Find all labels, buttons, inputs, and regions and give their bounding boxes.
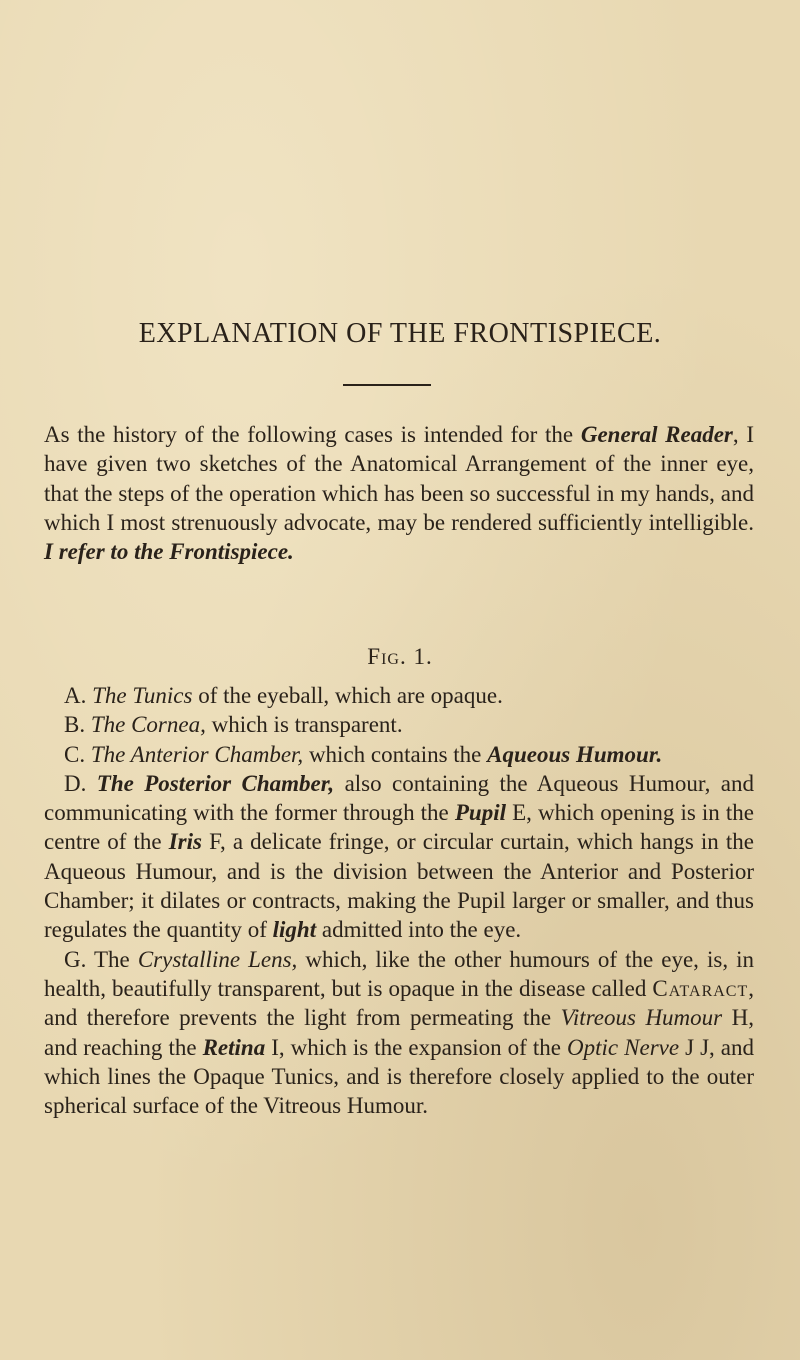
legend-text-a: of the eyeball, which are opaque. xyxy=(192,683,503,708)
legend-item-a xyxy=(44,681,754,710)
figure-legend xyxy=(44,681,754,1120)
legend-vitreous: Vitreous Humour xyxy=(560,1005,723,1031)
legend-text-d-4: admitted into the eye. xyxy=(316,917,522,943)
legend-term-d: The Posterior Chamber, xyxy=(96,770,335,796)
legend-term-a: The Tunics xyxy=(92,683,193,708)
legend-term-c: The Anterior Chamber, xyxy=(90,741,304,767)
title-rule xyxy=(343,384,431,386)
legend-optic: Optic Nerve xyxy=(567,1034,680,1060)
legend-text-g-5: J J, and which lines the Opaque Tunics, and is therefore closely applied to the outer spherical surface of the Vitreous Humour. xyxy=(44,1034,755,1119)
legend-text-g-2: , and therefore prevents the light from permeating the xyxy=(44,975,754,1031)
legend-letter-g: G. xyxy=(64,946,87,972)
legend-cataract: Cataract xyxy=(652,975,749,1001)
legend-item-c xyxy=(44,740,754,769)
intro-paragraph xyxy=(44,420,754,566)
legend-light: light xyxy=(272,917,317,943)
legend-term-b: The Cornea, xyxy=(90,712,206,738)
legend-text-g-3: H, and reaching the xyxy=(44,1005,754,1060)
legend-text-g-1: which, like the other humours of the eye, is, in health, beautifully transparent, but is opaque in the disease called xyxy=(44,946,755,1001)
legend-iris: Iris xyxy=(168,829,202,855)
legend-retina: Retina xyxy=(202,1034,266,1060)
page-title: EXPLANATION OF THE FRONTISPIECE. xyxy=(138,318,662,349)
intro-general-reader: General Reader xyxy=(580,422,733,447)
legend-term-c-2: Aqueous Humour. xyxy=(487,741,663,767)
legend-text-d-1: also containing the Aqueous Humour, and communicating with the former through the xyxy=(44,770,755,826)
figure-heading xyxy=(40,644,760,670)
legend-letter-a: A. xyxy=(64,683,87,708)
intro-refer: I refer to the Frontispiece. xyxy=(44,539,294,565)
legend-pupil: Pupil xyxy=(454,800,506,826)
legend-letter-b: B. xyxy=(64,712,86,738)
legend-text-d-3: F, a delicate fringe, or circular curtain, which hangs in the Aqueous Humour, and is the division between the Anterior and Posterior Chamber; it dilates or contracts, making the Pupil larger or smaller, and thus regulates the quantity of xyxy=(44,829,754,943)
legend-text-g-0: The xyxy=(86,946,138,972)
legend-text-c: which contains the xyxy=(303,741,488,767)
legend-letter-c: C. xyxy=(64,741,86,767)
legend-item-d xyxy=(44,769,754,945)
legend-text-g-4: I, which is the expansion of the xyxy=(265,1034,568,1060)
legend-text-d-2: E, which opening is in the centre of the xyxy=(44,800,754,855)
intro-text-1: As the history of the following cases is intended for the xyxy=(44,422,581,447)
legend-item-g xyxy=(44,945,754,1121)
figure-heading-text: Fig. 1. xyxy=(367,644,433,669)
legend-letter-d: D. xyxy=(64,770,87,796)
legend-item-b xyxy=(44,710,754,739)
intro-text-2: , I have given two sketches of the Anatomical Arrangement of the inner eye, that the steps of the operation which has been so successful in my hands, and which I most strenuously advocate, may be rendered sufficiently intelligible. xyxy=(44,422,754,535)
legend-text-b: which is transparent. xyxy=(205,712,403,738)
legend-lens: Crystalline Lens, xyxy=(137,946,298,972)
